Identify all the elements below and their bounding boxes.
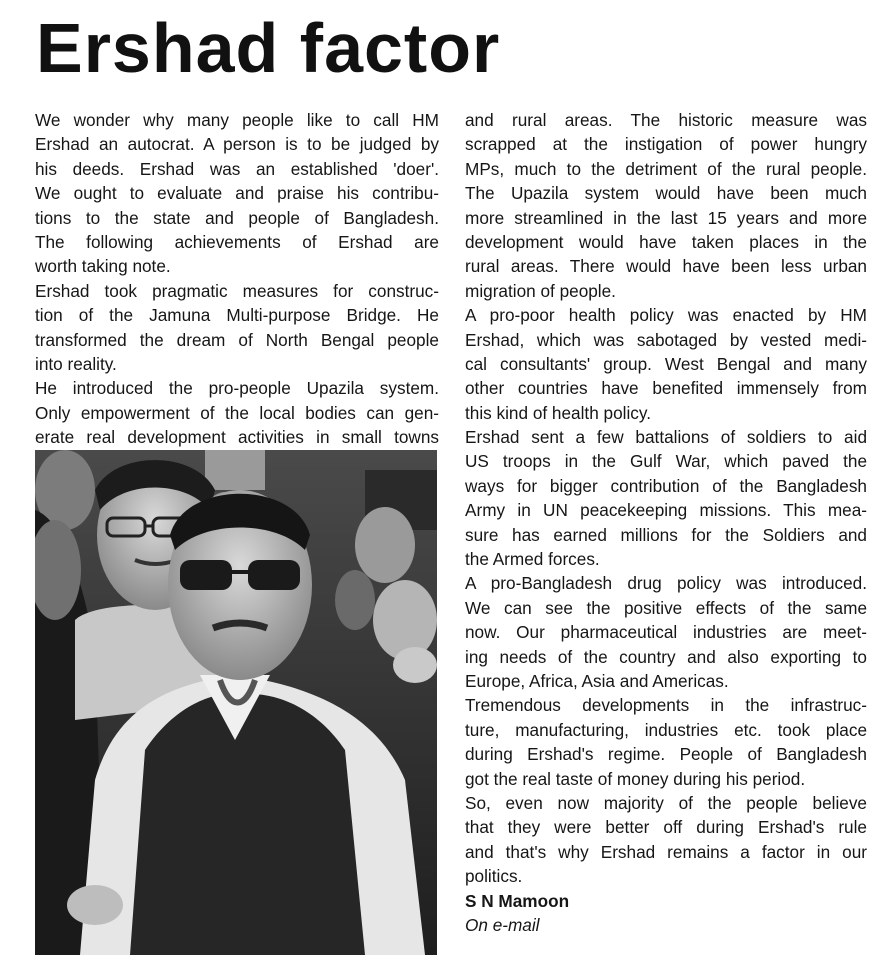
text-line: politics. bbox=[465, 866, 523, 887]
text-line: The Upazila system would have been much bbox=[465, 183, 867, 204]
text-line: rural areas. There would have been less urban bbox=[465, 256, 867, 277]
text-line: We ought to evaluate and praise his contribu- bbox=[35, 183, 439, 204]
text-line: Army in UN peacekeeping missions. This mea- bbox=[465, 500, 867, 521]
text-line: got the real taste of money during his period. bbox=[465, 768, 806, 789]
text-line: Ershad sent a few battalions of soldiers to aid bbox=[465, 427, 867, 448]
text-line: Only empowerment of the local bodies can gen- bbox=[35, 402, 439, 423]
article-title: Ershad factor bbox=[36, 9, 501, 87]
text-line: scrapped at the instigation of power hungry bbox=[465, 134, 867, 155]
text-line: ing needs of the country and also exporting to bbox=[465, 646, 867, 667]
text-line: A pro-poor health policy was enacted by HM bbox=[465, 305, 867, 326]
author-name: S N Mamoon bbox=[465, 890, 570, 911]
text-line: development would have taken places in the bbox=[465, 231, 867, 252]
author-source: On e-mail bbox=[465, 914, 540, 935]
text-line: now. Our pharmaceutical industries are meet- bbox=[465, 622, 867, 643]
text-line: the Armed forces. bbox=[465, 549, 600, 570]
text-line: ways for bigger contribution of the Bangladesh bbox=[465, 475, 867, 496]
text-line: into reality. bbox=[35, 353, 117, 374]
text-line: cal consultants' group. West Bengal and many bbox=[465, 353, 867, 374]
text-line: US troops in the Gulf War, which paved the bbox=[465, 451, 867, 472]
text-line: more streamlined in the last 15 years and more bbox=[465, 207, 867, 228]
left-column bbox=[35, 108, 439, 449]
text-line: ture, manufacturing, industries etc. took place bbox=[465, 719, 867, 740]
text-line: his deeds. Ershad was an established 'doer'. bbox=[35, 158, 439, 179]
text-line: and rural areas. The historic measure was bbox=[465, 110, 867, 130]
text-line: MPs, much to the detriment of the rural people. bbox=[465, 158, 867, 179]
text-line: A pro-Bangladesh drug policy was introduced. bbox=[465, 573, 867, 594]
text-line: Ershad an autocrat. A person is to be judged by bbox=[35, 134, 439, 155]
news-photo-icon bbox=[35, 450, 437, 955]
text-line: We wonder why many people like to call HM bbox=[35, 110, 439, 130]
text-line: The following achievements of Ershad are bbox=[35, 231, 439, 252]
text-line: migration of people. bbox=[465, 280, 616, 301]
text-line: tion of the Jamuna Multi-purpose Bridge. He bbox=[35, 305, 439, 326]
text-line: worth taking note. bbox=[35, 256, 171, 277]
news-photo bbox=[35, 450, 437, 955]
text-line: We can see the positive effects of the same bbox=[465, 597, 867, 618]
text-line: Ershad, which was sabotaged by vested medi- bbox=[465, 329, 867, 350]
text-line: during Ershad's regime. People of Bangladesh bbox=[465, 744, 867, 765]
text-line: that they were better off during Ershad's rule bbox=[465, 817, 867, 838]
text-line: tions to the state and people of Bangladesh. bbox=[35, 207, 439, 228]
text-line: Europe, Africa, Asia and Americas. bbox=[465, 670, 729, 691]
text-line: other countries have benefited immensely from bbox=[465, 378, 867, 399]
text-line: erate real development activities in small towns bbox=[35, 427, 439, 448]
text-line: and that's why Ershad remains a factor in our bbox=[465, 841, 867, 862]
text-line: He introduced the pro-people Upazila system. bbox=[35, 378, 439, 399]
text-line: transformed the dream of North Bengal people bbox=[35, 329, 439, 350]
right-column bbox=[465, 108, 867, 937]
text-line: So, even now majority of the people believe bbox=[465, 792, 867, 813]
text-line: Ershad took pragmatic measures for construc- bbox=[35, 280, 439, 301]
text-line: Tremendous developments in the infrastruc- bbox=[465, 695, 867, 716]
text-line: sure has earned millions for the Soldiers and bbox=[465, 524, 867, 545]
text-line: this kind of health policy. bbox=[465, 402, 651, 423]
